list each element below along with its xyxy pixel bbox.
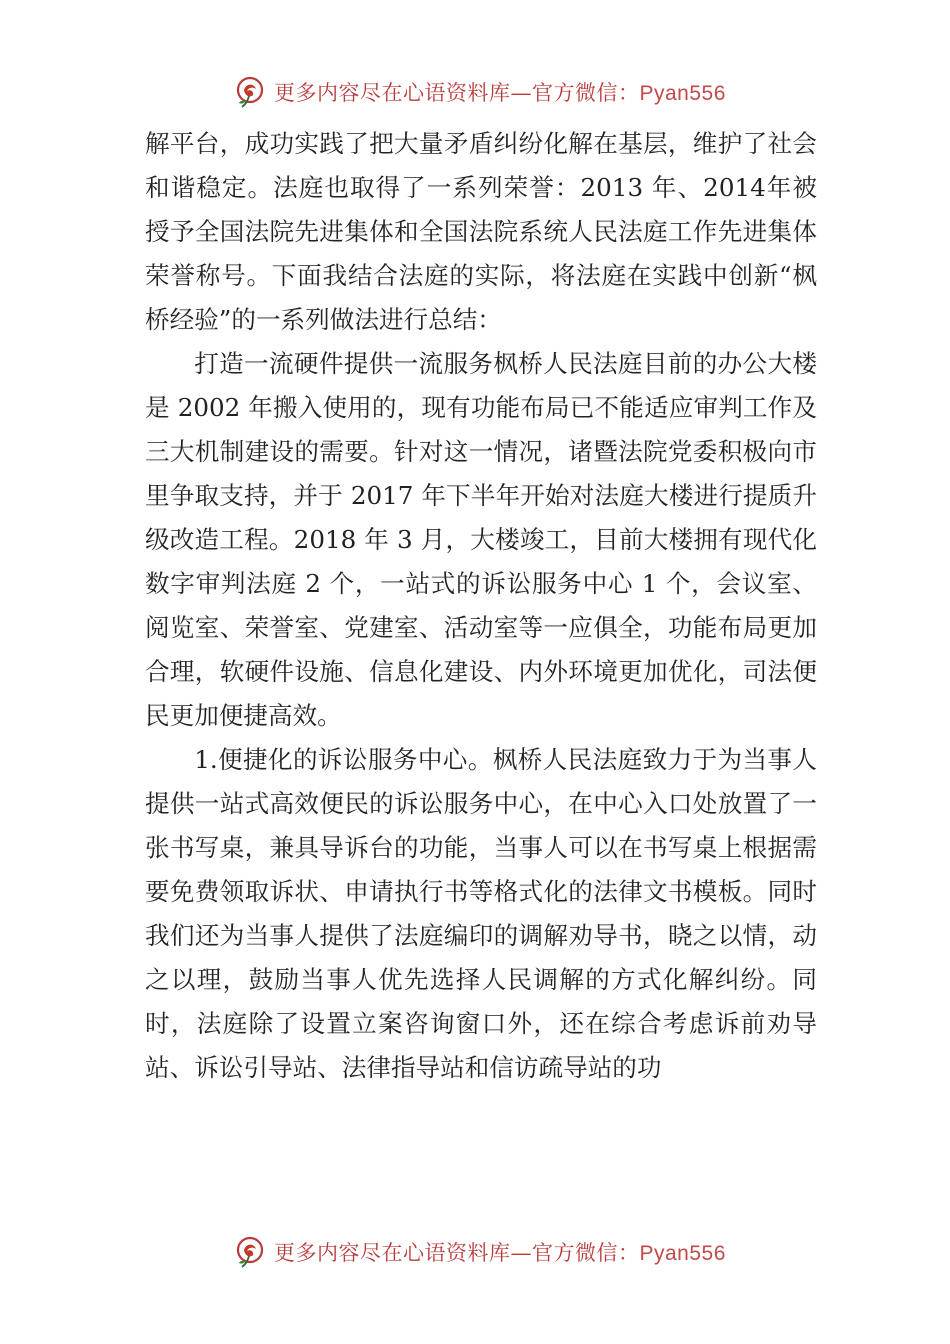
footer-wechat-id: Pyan556: [639, 1242, 726, 1265]
paragraph-1: 解平台，成功实践了把大量矛盾纠纷化解在基层，维护了社会和谐稳定。法庭也取得了一系列荣誉：2013 年、2014年被授予全国法院先进集体和全国法院系统人民法庭工作先进集体荣誉称号。下面我结合法庭的实际，将法庭在实践中创新“枫桥经验”的一系列做法进行总结：: [145, 129, 817, 334]
header-banner: [232, 72, 752, 112]
footer-text: [274, 1237, 726, 1267]
rose-logo-icon: [232, 1234, 268, 1270]
header-text: [274, 77, 726, 107]
footer-label: 更多内容尽在心语资料库—官方微信：: [274, 1241, 640, 1265]
rose-logo-icon: [232, 74, 268, 110]
header-wechat-id: Pyan556: [639, 82, 726, 105]
header-label: 更多内容尽在心语资料库—官方微信：: [274, 81, 640, 105]
paragraph-3: 1.便捷化的诉讼服务中心。枫桥人民法庭致力于为当事人提供一站式高效便民的诉讼服务中心，在中心入口处放置了一张书写桌，兼具导诉台的功能，当事人可以在书写桌上根据需要免费领取诉状、申请执行书等格式化的法律文书模板。同时我们还为当事人提供了法庭编印的调解劝导书，晓之以情，动之以理，鼓励当事人优先选择人民调解的方式化解纠纷。同时，法庭除了设置立案咨询窗口外，还在综合考虑诉前劝导站、诉讼引导站、法律指导站和信访疏导站的功: [145, 745, 817, 1082]
paragraph-2: 打造一流硬件提供一流服务枫桥人民法庭目前的办公大楼是 2002 年搬入使用的，现有功能布局已不能适应审判工作及三大机制建设的需要。针对这一情况，诸暨法院党委积极向市里争取支持，并于 2017 年下半年开始对法庭大楼进行提质升级改造工程。2018 年 3 月，大楼竣工，目前大楼拥有现代化数字审判法庭 2 个，一站式的诉讼服务中心 1 个，会议室、阅览室、荣誉室、党建室、活动室等一应俱全，功能布局更加合理，软硬件设施、信息化建设、内外环境更加优化，司法便民更加便捷高效。: [145, 349, 817, 730]
document-body: [145, 122, 817, 1090]
footer-banner: [232, 1232, 752, 1272]
